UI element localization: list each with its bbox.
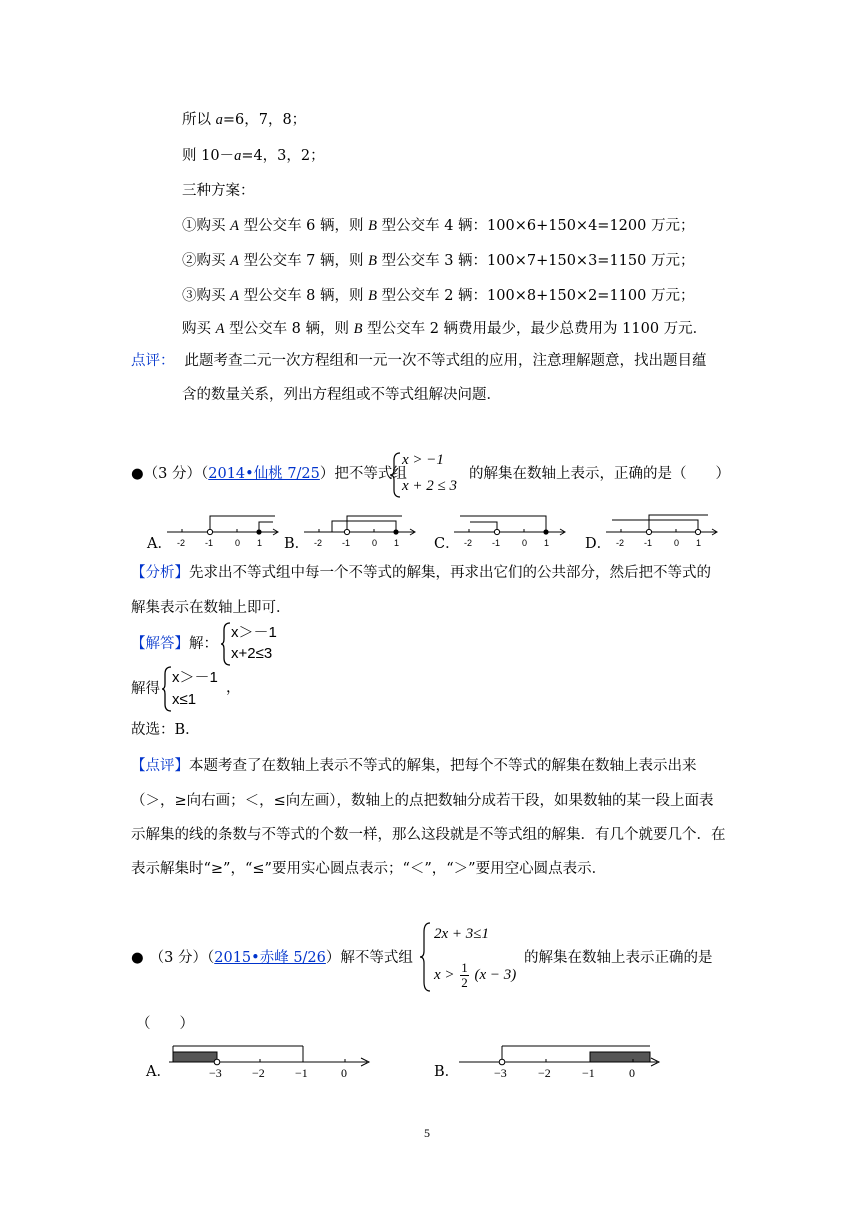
q1-b-tick: -1 <box>342 538 351 548</box>
q1-review-line-2: （＞，≥向右画；＜，≤向左画），数轴上的点把数轴分成若干段，如果数轴的某一段上面表 <box>131 793 714 809</box>
analysis-label: 【分析】 <box>131 565 189 581</box>
plan-2: ②购买 A 型公交车 7 辆，则 B 型公交车 3 辆：100×7+150×3=1150 万元； <box>182 253 695 269</box>
q2-stem: ● （3 分）（2015•赤峰 5/26）解不等式组 <box>131 950 413 966</box>
q2-option-b-label[interactable]: B． <box>434 1064 460 1080</box>
q1-d-tick: 0 <box>674 538 680 548</box>
q1-system-brace <box>390 452 402 498</box>
q1-system-line-1: x > −1 <box>402 452 444 468</box>
q1-answer-sys-1: x＞－1 <box>231 624 277 641</box>
q1-solve-tail: ， <box>226 680 241 696</box>
q1-option-d-numberline <box>604 512 724 552</box>
q2-b-tick: −1 <box>582 1066 595 1080</box>
q1-solve-sys-2: x≤1 <box>172 691 197 708</box>
q1-system-line-2: x + 2 ≤ 3 <box>402 478 458 494</box>
q1-c-tick: -2 <box>464 538 473 548</box>
q1-source-link[interactable]: 2014•仙桃 7/25 <box>208 466 320 482</box>
q2-a-tick: −1 <box>295 1066 308 1080</box>
plan-1: ①购买 A 型公交车 6 辆，则 B 型公交车 4 辆：100×6+150×4=1200 万元； <box>182 218 695 234</box>
q1-c-tick: 0 <box>522 538 528 548</box>
solution-line-2: 则 10－a=4，3，2； <box>182 148 325 164</box>
q1-d-tick: -2 <box>616 538 625 548</box>
q1-a-tick: 1 <box>257 538 263 548</box>
q1-answer-brace <box>221 622 231 666</box>
q1-option-b-label[interactable]: B． <box>284 536 310 552</box>
q2-option-a-numberline <box>165 1040 375 1080</box>
q2-b-tick: −3 <box>494 1066 507 1080</box>
q1-a-tick: -1 <box>205 538 214 548</box>
answer-label: 【解答】 <box>131 636 189 652</box>
q1-stem-end: 的解集在数轴上表示，正确的是（ ） <box>469 466 730 482</box>
q1-b-tick: 1 <box>394 538 400 548</box>
q1-c-tick: 1 <box>544 538 550 548</box>
comment-line-2: 含的数量关系，列出方程组或不等式组解决问题． <box>182 387 501 403</box>
q1-answer: 【解答】解： <box>131 636 218 652</box>
q1-b-tick: 0 <box>372 538 378 548</box>
q2-a-tick: 0 <box>341 1066 347 1080</box>
q1-option-a-numberline <box>165 512 285 552</box>
q1-d-tick: 1 <box>696 538 702 548</box>
comment-label: 点评： <box>131 353 175 369</box>
q1-d-tick: -1 <box>644 538 653 548</box>
solution-line-1: 所以 a=6，7，8； <box>182 112 307 128</box>
q1-answer-sys-2: x+2≤3 <box>231 645 273 662</box>
q1-b-tick: -2 <box>314 538 323 548</box>
q2-a-tick: −3 <box>209 1066 222 1080</box>
q1-analysis-line-2: 解集表示在数轴上即可． <box>131 600 291 616</box>
q2-system-line-2: x > $\frac{1}{2}$ (x − 3) <box>434 960 517 990</box>
q1-review-line-4: 表示解集时“≥”，“≤”要用实心圆点表示；“＜”，“＞”要用空心圆点表示． <box>131 861 607 877</box>
q1-review: 【点评】本题考查了在数轴上表示不等式的解集，把每个不等式的解集在数轴上表示出来 <box>131 758 697 774</box>
q2-option-a-label[interactable]: A． <box>146 1064 171 1080</box>
q1-solve-sys-1: x＞－1 <box>172 669 218 686</box>
comment: 点评： 此题考查二元一次方程组和一元一次不等式组的应用，注意理解题意，找出题目蕴 <box>131 353 707 369</box>
q1-option-c-label[interactable]: C． <box>434 536 460 552</box>
q2-system-brace <box>420 922 432 992</box>
q2-b-tick: 0 <box>629 1066 635 1080</box>
q1-bullet: ● <box>131 466 144 482</box>
q1-stem: ●（3 分）（2014•仙桃 7/25）把不等式组 <box>131 466 407 482</box>
q1-a-tick: -2 <box>177 538 186 548</box>
q2-a-tick: −2 <box>252 1066 265 1080</box>
q2-paren: （ ） <box>136 1016 194 1032</box>
q1-analysis: 【分析】先求出不等式组中每一个不等式的解集，再求出它们的公共部分，然后把不等式的 <box>131 565 711 581</box>
plan-3: ③购买 A 型公交车 8 辆，则 B 型公交车 2 辆：100×8+150×2=1100 万元； <box>182 288 695 304</box>
solution-line-3: 三种方案： <box>182 183 255 199</box>
q1-option-d-label[interactable]: D． <box>585 536 612 552</box>
q1-option-c-numberline <box>452 512 572 552</box>
q1-solve: 解得 <box>131 681 160 697</box>
q2-bullet: ● <box>131 950 144 966</box>
conclusion: 购买 A 型公交车 8 辆，则 B 型公交车 2 辆费用最少，最少总费用为 1100 万元． <box>182 321 708 337</box>
q1-solve-brace <box>162 666 172 712</box>
page-number: 5 <box>424 1126 430 1140</box>
q1-review-line-3: 示解集的线的条数与不等式的个数一样，那么这段就是不等式组的解集．有几个就要几个．在 <box>131 827 726 843</box>
q2-stem-end: 的解集在数轴上表示正确的是 <box>524 950 713 966</box>
q2-option-b-numberline <box>455 1040 665 1080</box>
q2-b-tick: −2 <box>538 1066 551 1080</box>
q2-source-link[interactable]: 2015•赤峰 5/26 <box>214 950 326 966</box>
q1-option-a-label[interactable]: A． <box>147 536 172 552</box>
review-label: 【点评】 <box>131 758 189 774</box>
q1-option-b-numberline <box>302 512 422 552</box>
q1-c-tick: -1 <box>492 538 501 548</box>
q2-system-line-1: 2x + 3≤1 <box>434 926 490 942</box>
q1-a-tick: 0 <box>235 538 241 548</box>
q1-choice: 故选：B． <box>131 722 200 738</box>
